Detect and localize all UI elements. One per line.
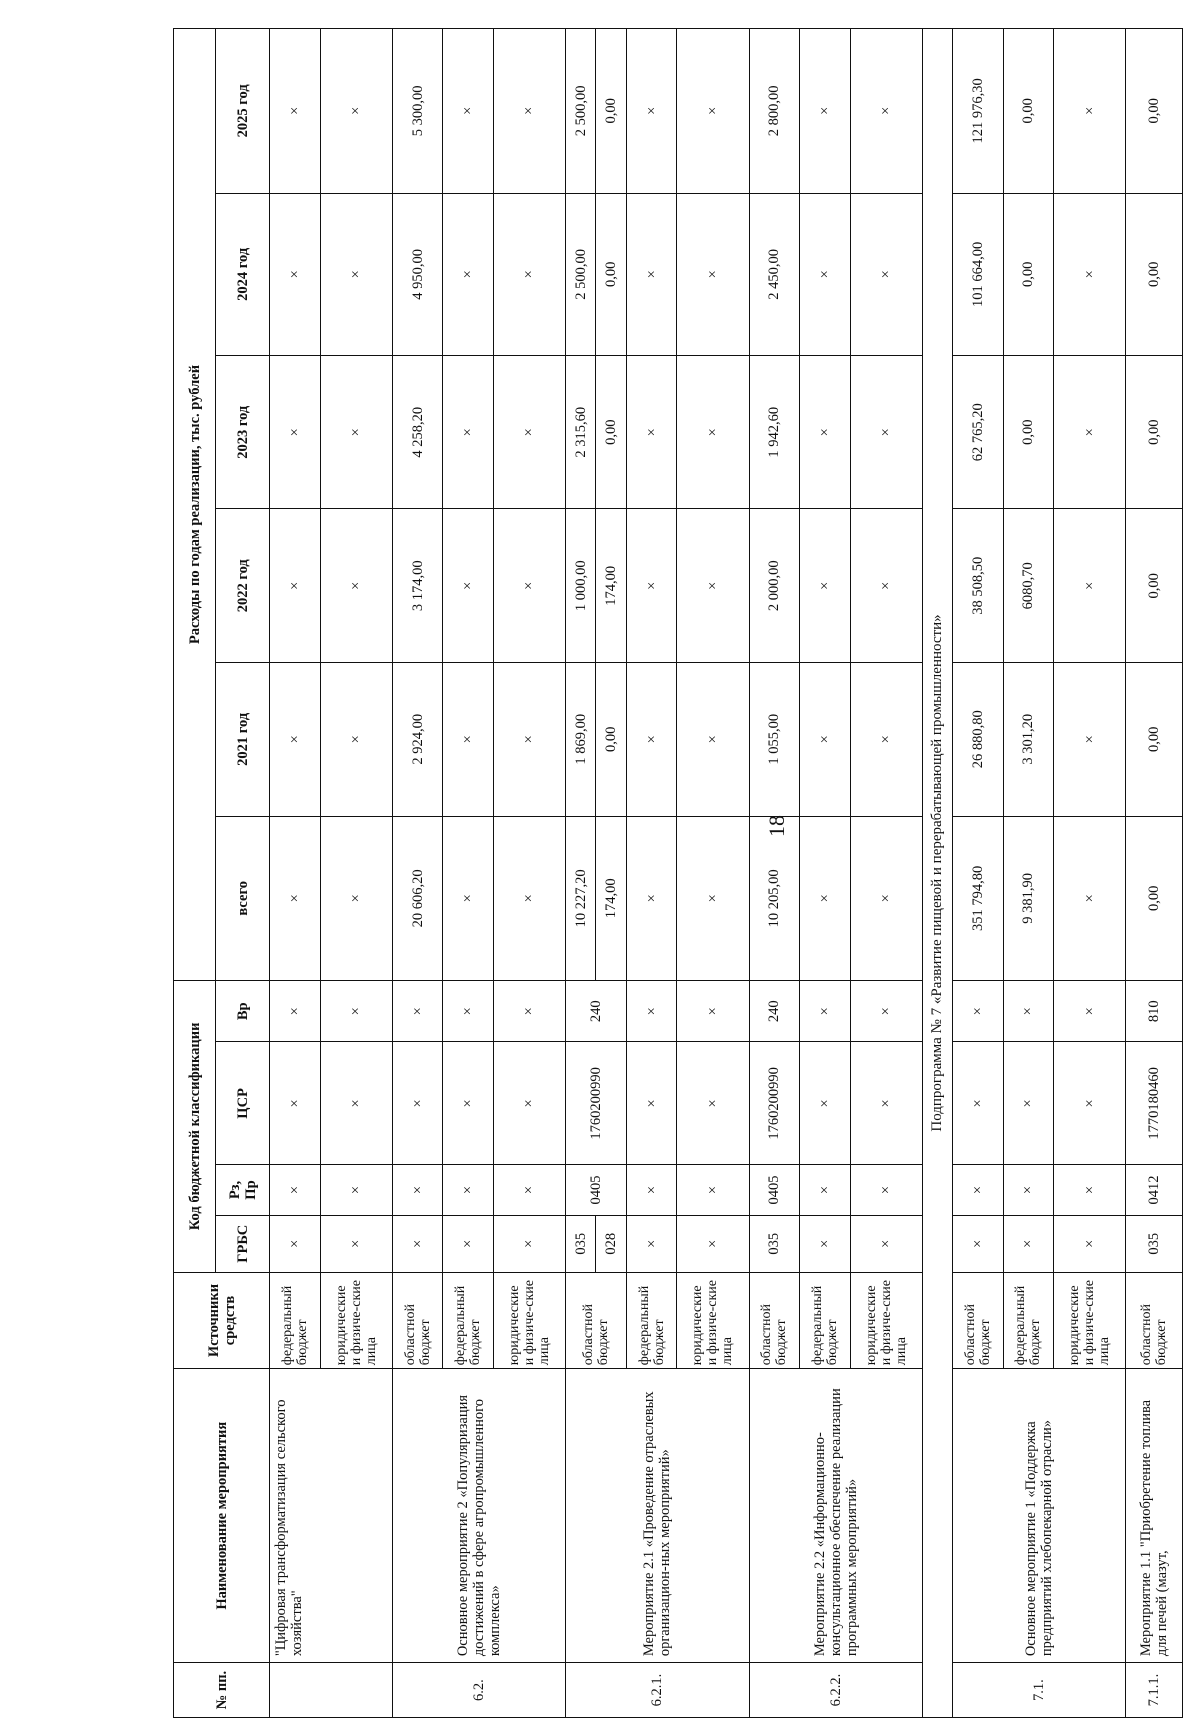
x-cell: × [1003,1042,1054,1165]
x-cell: × [850,816,922,981]
x-cell: × [392,1042,443,1165]
header-2021: 2021 год [216,663,270,817]
x-cell: × [800,1215,851,1272]
value-cell: 2 800,00 [749,29,800,194]
x-cell: × [677,981,749,1042]
x-cell: × [320,509,392,663]
x-cell: × [626,981,677,1042]
x-cell: × [953,1042,1004,1165]
x-cell: × [270,1165,321,1215]
value-cell: 0,00 [1126,193,1183,355]
x-cell: × [850,981,922,1042]
row-num: 6.2.1. [566,1663,749,1718]
x-cell: × [443,509,494,663]
value-cell: 101 664,00 [953,193,1004,355]
row-name: Основное мероприятие 1 «Поддержка предприятий хлебопекарной отрасли» [953,1369,1126,1663]
x-cell: × [1003,1215,1054,1272]
x-cell: × [320,193,392,355]
x-cell: × [800,1042,851,1165]
x-cell: × [392,1165,443,1215]
x-cell: × [677,1215,749,1272]
value-cell: 1 942,60 [749,355,800,509]
budget-table [173,28,1183,1718]
value-cell: 2 315,60 [566,355,596,509]
value-cell: 3 301,20 [1003,663,1054,817]
value-cell: 38 508,50 [953,509,1004,663]
value-cell: 0,00 [596,29,626,194]
grbs-cell: 035 [1126,1215,1183,1272]
source-cell: областной бюджет [566,1272,627,1369]
value-cell: 351 794,80 [953,816,1004,981]
x-cell: × [1054,355,1126,509]
x-cell: × [626,1215,677,1272]
header-rzpr: Рз, Пр [216,1165,270,1215]
x-cell: × [677,29,749,194]
x-cell: × [800,29,851,194]
x-cell: × [953,1165,1004,1215]
value-cell: 5 300,00 [392,29,443,194]
table-row [1126,29,1183,1718]
header-2025: 2025 год [216,29,270,194]
value-cell: 0,00 [596,355,626,509]
source-cell: областной бюджет [953,1272,1004,1369]
rzpr-cell: 0405 [749,1165,800,1215]
value-cell: 2 450,00 [749,193,800,355]
value-cell: 0,00 [596,193,626,355]
x-cell: × [677,663,749,817]
vr-cell: 240 [749,981,800,1042]
x-cell: × [493,355,565,509]
value-cell: 1 869,00 [566,663,596,817]
x-cell: × [320,663,392,817]
source-cell: юридические и физиче-ские лица [850,1272,922,1369]
table-row [922,29,952,1718]
x-cell: × [953,1215,1004,1272]
vr-cell: 810 [1126,981,1183,1042]
header-code-group: Код бюджетной классификации [174,981,216,1273]
x-cell: × [677,1165,749,1215]
x-cell: × [270,193,321,355]
x-cell: × [677,355,749,509]
value-cell: 10 227,20 [566,816,596,981]
x-cell: × [443,816,494,981]
source-cell: федеральный бюджет [626,1272,677,1369]
x-cell: × [392,981,443,1042]
x-cell: × [850,29,922,194]
value-cell: 1 055,00 [749,663,800,817]
x-cell: × [626,509,677,663]
x-cell: × [626,193,677,355]
x-cell: × [626,355,677,509]
value-cell: 0,00 [1126,816,1183,981]
x-cell: × [320,981,392,1042]
value-cell: 4 258,20 [392,355,443,509]
source-cell: федеральный бюджет [1003,1272,1054,1369]
x-cell: × [953,981,1004,1042]
x-cell: × [1054,816,1126,981]
x-cell: × [270,1042,321,1165]
value-cell: 10 205,00 [749,816,800,981]
row-name: Мероприятие 2.2 «Информационно-консультационное обеспечение реализации программных мероприятий» [749,1369,922,1663]
grbs-cell: 035 [566,1215,596,1272]
x-cell: × [493,816,565,981]
x-cell: × [320,1042,392,1165]
x-cell: × [1054,663,1126,817]
csr-cell: 1770180460 [1126,1042,1183,1165]
x-cell: × [320,29,392,194]
x-cell: × [850,1042,922,1165]
source-cell: юридические и физиче-ские лица [1054,1272,1126,1369]
x-cell: × [677,193,749,355]
value-cell: 0,00 [1126,663,1183,817]
value-cell: 2 500,00 [566,193,596,355]
x-cell: × [1054,509,1126,663]
value-cell: 3 174,00 [392,509,443,663]
x-cell: × [320,816,392,981]
x-cell: × [850,193,922,355]
x-cell: × [1054,193,1126,355]
x-cell: × [626,1042,677,1165]
value-cell: 174,00 [596,816,626,981]
table-row [749,29,800,1718]
x-cell: × [493,1042,565,1165]
source-cell: федеральный бюджет [443,1272,494,1369]
x-cell: × [626,1165,677,1215]
x-cell: × [800,1165,851,1215]
row-num: 6.2. [392,1663,565,1718]
grbs-cell: 028 [596,1215,626,1272]
header-2024: 2024 год [216,193,270,355]
budget-table-sheet [173,28,1183,1718]
header-source: Источники средств [174,1272,270,1369]
x-cell: × [443,1165,494,1215]
header-csr: ЦСР [216,1042,270,1165]
header-vr: Вр [216,981,270,1042]
row-name: Мероприятие 1.1 "Приобретение топлива для печей (мазут, [1126,1369,1183,1663]
x-cell: × [493,193,565,355]
x-cell: × [850,355,922,509]
header-2022: 2022 год [216,509,270,663]
value-cell: 4 950,00 [392,193,443,355]
value-cell: 0,00 [1126,29,1183,194]
page-number: 18 [764,815,789,837]
value-cell: 2 500,00 [566,29,596,194]
x-cell: × [270,29,321,194]
x-cell: × [270,981,321,1042]
table-row [392,29,443,1718]
csr-cell: 1760200990 [749,1042,800,1165]
value-cell: 2 924,00 [392,663,443,817]
x-cell: × [270,509,321,663]
x-cell: × [850,509,922,663]
value-cell: 1 000,00 [566,509,596,663]
x-cell: × [850,1165,922,1215]
header-2023: 2023 год [216,355,270,509]
x-cell: × [626,816,677,981]
x-cell: × [800,193,851,355]
table-row [270,29,321,1718]
source-cell: федеральный бюджет [270,1272,321,1369]
header-expenses-group: Расходы по годам реализации, тыс. рублей [174,29,216,981]
x-cell: × [1054,29,1126,194]
value-cell: 0,00 [1003,29,1054,194]
value-cell: 2 000,00 [749,509,800,663]
x-cell: × [443,29,494,194]
row-num: 6.2.2. [749,1663,922,1718]
x-cell: × [493,663,565,817]
x-cell: × [1003,981,1054,1042]
source-cell: юридические и физиче-ские лица [320,1272,392,1369]
x-cell: × [1054,1215,1126,1272]
x-cell: × [1003,1165,1054,1215]
x-cell: × [493,509,565,663]
row-num: 7.1. [953,1663,1126,1718]
row-name: "Цифровая трансформатизация сельского хозяйства" [270,1369,393,1663]
x-cell: × [270,816,321,981]
table-row [953,29,1004,1718]
x-cell: × [1054,981,1126,1042]
x-cell: × [392,1215,443,1272]
x-cell: × [443,663,494,817]
source-cell: областной бюджет [392,1272,443,1369]
x-cell: × [1054,1042,1126,1165]
x-cell: × [626,29,677,194]
x-cell: × [443,981,494,1042]
x-cell: × [443,355,494,509]
header-name: Наименование мероприятия [174,1369,270,1663]
csr-cell: 1760200990 [566,1042,627,1165]
source-cell: юридические и физиче-ские лица [677,1272,749,1369]
x-cell: × [493,1215,565,1272]
header-num: № пп. [174,1663,270,1718]
x-cell: × [800,509,851,663]
table-row [566,29,596,1718]
x-cell: × [850,663,922,817]
subprogram-title: Подпрограмма № 7 «Развитие пищевой и перерабатывающей промышленности» [922,29,952,1718]
x-cell: × [493,981,565,1042]
source-cell: федеральный бюджет [800,1272,851,1369]
x-cell: × [270,1215,321,1272]
x-cell: × [677,1042,749,1165]
x-cell: × [443,1215,494,1272]
rzpr-cell: 0412 [1126,1165,1183,1215]
value-cell: 174,00 [596,509,626,663]
value-cell: 0,00 [1003,193,1054,355]
value-cell: 0,00 [1126,355,1183,509]
source-cell: областной бюджет [1126,1272,1183,1369]
grbs-cell: 035 [749,1215,800,1272]
row-name: Основное мероприятие 2 «Популяризация достижений в сфере агропромышленного комплекса» [392,1369,565,1663]
x-cell: × [850,1215,922,1272]
header-grbs: ГРБС [216,1215,270,1272]
x-cell: × [626,663,677,817]
x-cell: × [320,1215,392,1272]
row-num [270,1663,393,1718]
row-name: Мероприятие 2.1 «Проведение отраслевых организацион-ных мероприятий» [566,1369,749,1663]
value-cell: 121 976,30 [953,29,1004,194]
row-num: 7.1.1. [1126,1663,1183,1718]
value-cell: 6080,70 [1003,509,1054,663]
value-cell: 0,00 [1126,509,1183,663]
header-total: всего [216,816,270,981]
x-cell: × [443,1042,494,1165]
x-cell: × [270,355,321,509]
vr-cell: 240 [566,981,627,1042]
value-cell: 20 606,20 [392,816,443,981]
x-cell: × [493,29,565,194]
x-cell: × [800,816,851,981]
value-cell: 0,00 [1003,355,1054,509]
x-cell: × [677,816,749,981]
value-cell: 62 765,20 [953,355,1004,509]
x-cell: × [270,663,321,817]
x-cell: × [443,193,494,355]
x-cell: × [320,1165,392,1215]
value-cell: 26 880,80 [953,663,1004,817]
x-cell: × [800,981,851,1042]
rzpr-cell: 0405 [566,1165,627,1215]
source-cell: юридические и физиче-ские лица [493,1272,565,1369]
value-cell: 0,00 [596,663,626,817]
x-cell: × [320,355,392,509]
x-cell: × [800,355,851,509]
x-cell: × [1054,1165,1126,1215]
value-cell: 9 381,90 [1003,816,1054,981]
x-cell: × [677,509,749,663]
source-cell: областной бюджет [749,1272,800,1369]
x-cell: × [800,663,851,817]
x-cell: × [493,1165,565,1215]
